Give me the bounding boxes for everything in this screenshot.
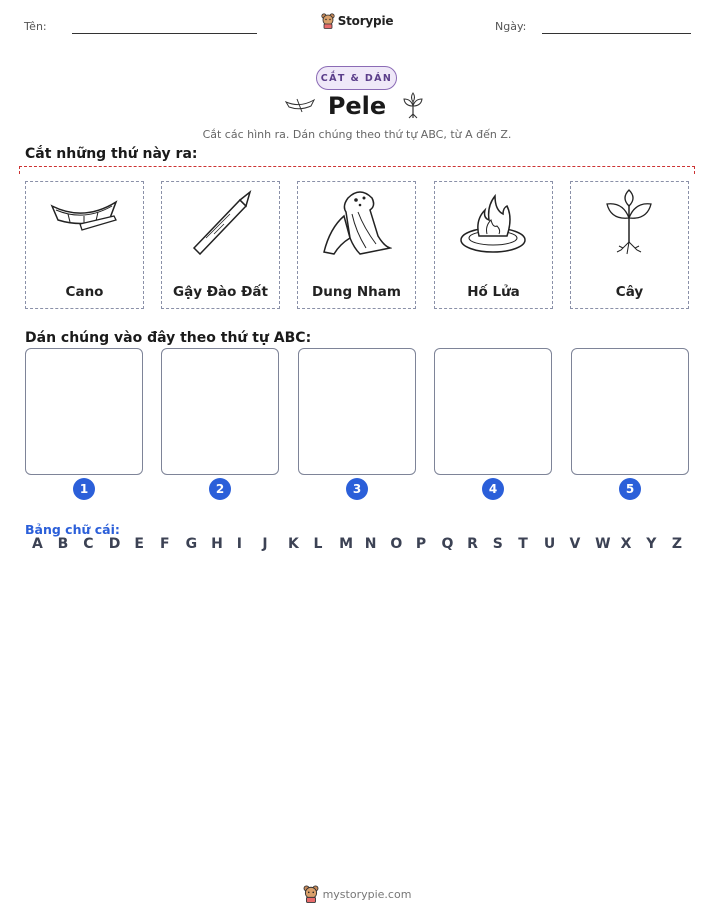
alphabet-letter: L [313,536,323,552]
alphabet-letter: P [415,536,427,552]
alphabet-row [32,536,697,552]
slot-number-2: 2 [209,478,231,500]
alphabet-letter: O [390,536,403,552]
alphabet-letter: G [185,536,198,552]
alphabet-letter: E [134,536,144,552]
alphabet-letter: Y [646,536,657,552]
card-label: Cây [615,284,644,300]
alphabet-letter: M [339,536,354,552]
name-label: Tên: [24,20,47,33]
paste-slot-1[interactable] [25,348,143,475]
canoe-icon [48,188,120,250]
card-label: Hố Lửa [467,284,520,300]
alphabet-letter: T [518,536,528,552]
cut-heading: Cắt những thứ này ra: [25,146,198,162]
instructions: Cắt các hình ra. Dán chúng theo thứ tự ABC, từ A đến Z. [202,128,512,141]
footer [0,885,714,903]
plant-icon [593,188,665,258]
card-label: Cano [65,284,104,300]
paste-slot-3[interactable] [298,348,416,475]
brand-logo [0,13,714,29]
bear-mascot-icon [303,885,319,903]
paste-slot-2[interactable] [161,348,279,475]
bear-mascot-icon [321,13,335,29]
date-label: Ngày: [495,20,527,33]
alphabet-letter: S [492,536,503,552]
alphabet-letter: V [569,536,581,552]
plant-icon [401,92,425,120]
cut-card-canoe[interactable] [25,181,144,309]
fire-pit-icon [457,188,529,254]
paste-heading: Dán chúng vào đây theo thứ tự ABC: [25,330,312,346]
paste-slot-5[interactable] [571,348,689,475]
alphabet-letter: J [262,536,268,552]
alphabet-letter: W [595,536,611,552]
alphabet-letter: Q [441,536,454,552]
digging-stick-icon [184,188,256,256]
alphabet-letter: F [159,536,170,552]
page-title: Pele [327,92,387,120]
alphabet-letter: N [364,536,377,552]
alphabet-letter: D [108,536,121,552]
brand-name: Storypie [337,14,394,28]
slot-number-5: 5 [619,478,641,500]
activity-badge: CẮT & DÁN [316,66,397,90]
footer-url[interactable]: mystorypie.com [322,887,412,901]
card-label: Dung Nham [312,284,401,300]
lava-icon [320,188,392,258]
cut-card-plant[interactable] [570,181,689,309]
alphabet-letter: H [211,536,223,552]
slot-number-4: 4 [482,478,504,500]
cut-card-digging-stick[interactable] [161,181,280,309]
slot-number-3: 3 [346,478,368,500]
alphabet-letter: R [467,536,478,552]
alphabet-letter: I [236,536,242,552]
alphabet-letter: U [543,536,556,552]
date-line[interactable] [542,33,691,34]
alphabet-letter: X [620,536,632,552]
alphabet-letter: B [57,536,69,552]
cut-card-lava[interactable] [297,181,416,309]
name-line[interactable] [72,33,257,34]
slot-number-1: 1 [73,478,95,500]
cut-card-fire-pit[interactable] [434,181,553,309]
alphabet-heading: Bảng chữ cái: [25,522,120,537]
paste-slot-4[interactable] [434,348,552,475]
alphabet-letter: C [83,536,94,552]
alphabet-letter: K [287,536,299,552]
alphabet-letter: Z [671,536,682,552]
card-label: Gậy Đào Đất [173,284,268,300]
cut-line [19,166,695,174]
alphabet-letter: A [32,536,43,552]
